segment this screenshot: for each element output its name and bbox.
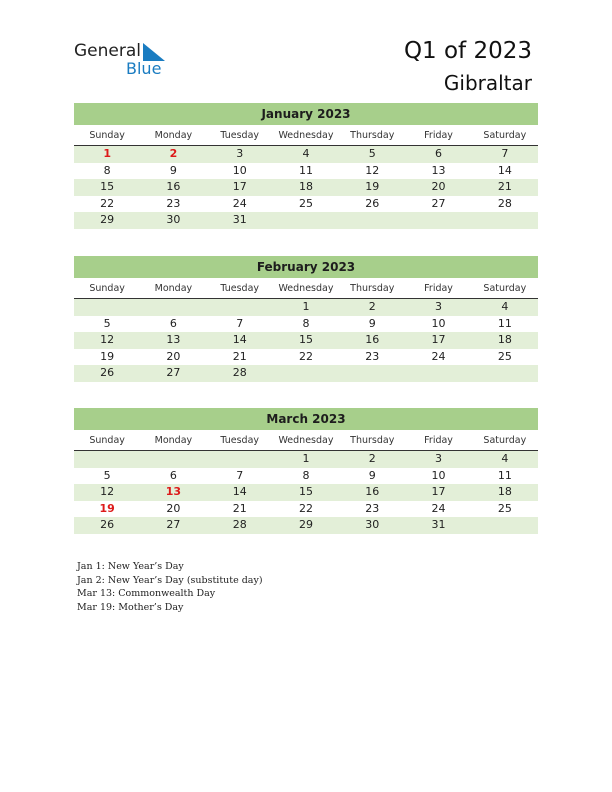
day-cell (207, 451, 273, 468)
week-row (74, 196, 538, 213)
weekday-label: Wednesday (278, 130, 334, 141)
week-row (74, 146, 538, 163)
day-cell: 31 (431, 518, 446, 531)
weekday-label: Sunday (89, 130, 125, 141)
holiday-item: Jan 2: New Year’s Day (substitute day) (77, 574, 263, 586)
month-title: January 2023 (74, 103, 538, 125)
weekday-label: Tuesday (220, 435, 260, 446)
day-cell: 16 (365, 333, 380, 346)
holiday-item: Mar 19: Mother’s Day (77, 601, 184, 613)
day-cell: 6 (435, 147, 443, 160)
logo-text-blue: Blue (126, 59, 162, 78)
week-row (74, 179, 538, 196)
day-cell: 24 (232, 196, 247, 210)
day-cell (140, 451, 206, 468)
day-cell: 27 (166, 366, 181, 379)
day-cell: 4 (501, 300, 509, 313)
day-cell: 19 (365, 180, 380, 193)
day-cell: 12 (100, 333, 115, 346)
day-cell: 21 (232, 501, 247, 515)
day-cell: 9 (368, 468, 376, 482)
day-cell: 22 (100, 196, 115, 210)
day-cell: 28 (232, 366, 247, 379)
day-cell: 1 (302, 452, 310, 465)
day-cell: 13 (431, 163, 446, 177)
weekday-label: Tuesday (220, 283, 260, 294)
day-cell: 12 (365, 163, 380, 177)
day-cell: 14 (232, 333, 247, 346)
day-cell: 27 (166, 518, 181, 531)
holiday-day-cell: 13 (165, 485, 182, 498)
day-cell: 18 (298, 180, 313, 193)
month-title: March 2023 (74, 408, 538, 430)
day-cell: 23 (166, 196, 181, 210)
day-cell: 16 (365, 485, 380, 498)
day-cell: 15 (298, 485, 313, 498)
day-cell (74, 451, 140, 468)
day-cell: 23 (365, 501, 380, 515)
day-cell: 16 (166, 180, 181, 193)
holiday-day-cell: 19 (99, 501, 115, 515)
day-cell (472, 365, 538, 382)
day-cell: 27 (431, 196, 446, 210)
weekday-label: Wednesday (278, 283, 334, 294)
weekday-label: Saturday (483, 283, 527, 294)
day-cell: 26 (100, 366, 115, 379)
day-cell: 21 (497, 180, 512, 193)
day-cell: 11 (298, 163, 313, 177)
day-cell: 28 (497, 196, 512, 210)
week-row (74, 163, 538, 180)
day-cell (405, 212, 471, 229)
day-cell: 17 (232, 180, 247, 193)
page-subtitle: Gibraltar (443, 71, 532, 95)
weekday-label: Thursday (350, 283, 395, 294)
day-cell: 29 (100, 213, 115, 226)
day-cell: 7 (501, 147, 509, 160)
month-calendar (74, 103, 538, 229)
day-cell: 8 (302, 468, 310, 482)
weekday-label: Friday (424, 283, 453, 294)
month-calendar (74, 408, 538, 534)
day-cell: 15 (298, 333, 313, 346)
month-title: February 2023 (74, 256, 538, 278)
weekday-label: Saturday (483, 130, 527, 141)
day-cell: 17 (431, 485, 446, 498)
day-cell: 30 (166, 213, 181, 226)
weekday-label: Monday (154, 130, 193, 141)
day-cell: 25 (298, 196, 313, 210)
week-row (74, 299, 538, 316)
day-cell: 2 (368, 300, 376, 313)
day-cell: 1 (302, 300, 310, 313)
day-cell: 22 (298, 349, 313, 363)
day-cell (74, 299, 140, 316)
day-cell: 6 (169, 316, 177, 330)
page-title: Q1 of 2023 (403, 38, 532, 64)
day-cell (273, 365, 339, 382)
weekday-label: Sunday (89, 283, 125, 294)
day-cell: 8 (103, 163, 111, 177)
day-cell: 15 (100, 180, 115, 193)
weekday-label: Sunday (89, 435, 125, 446)
day-cell: 24 (431, 501, 446, 515)
weekday-label: Friday (424, 435, 453, 446)
day-cell (339, 212, 405, 229)
day-cell (472, 212, 538, 229)
day-cell: 5 (103, 468, 111, 482)
day-cell: 28 (232, 518, 247, 531)
week-row (74, 316, 538, 333)
day-cell: 5 (368, 147, 376, 160)
weekday-label: Thursday (350, 130, 395, 141)
day-cell: 20 (166, 349, 181, 363)
day-cell (405, 365, 471, 382)
day-cell: 4 (302, 147, 310, 160)
weekday-label: Thursday (350, 435, 395, 446)
day-cell: 13 (166, 333, 181, 346)
day-cell: 11 (497, 468, 512, 482)
day-cell: 9 (368, 316, 376, 330)
weekday-label: Monday (154, 435, 193, 446)
day-cell: 17 (431, 333, 446, 346)
day-cell: 30 (365, 518, 380, 531)
day-cell: 18 (497, 485, 512, 498)
day-cell: 3 (236, 147, 244, 160)
logo-text-general: General (74, 41, 141, 61)
week-row (74, 212, 538, 229)
weekday-header-row (74, 432, 538, 451)
day-cell: 20 (166, 501, 181, 515)
holiday-day-cell: 1 (103, 147, 111, 160)
holiday-item: Mar 13: Commonwealth Day (77, 588, 216, 599)
day-cell: 19 (100, 349, 115, 363)
weekday-label: Wednesday (278, 435, 334, 446)
day-cell: 7 (236, 316, 244, 330)
day-cell: 24 (431, 349, 446, 363)
day-cell (207, 299, 273, 316)
week-row (74, 451, 538, 468)
day-cell: 20 (431, 180, 446, 193)
day-cell: 11 (497, 316, 512, 330)
generalblue-logo (74, 41, 184, 77)
day-cell: 3 (435, 452, 443, 465)
week-row (74, 468, 538, 485)
day-cell: 23 (365, 349, 380, 363)
day-cell: 2 (368, 452, 376, 465)
day-cell: 10 (431, 468, 446, 482)
day-cell: 25 (497, 501, 512, 515)
day-cell: 31 (232, 213, 247, 226)
day-cell: 22 (298, 501, 313, 515)
day-cell: 6 (169, 468, 177, 482)
day-cell: 14 (497, 163, 512, 177)
day-cell (273, 212, 339, 229)
week-row (74, 365, 538, 382)
weekday-label: Tuesday (220, 130, 260, 141)
day-cell: 7 (236, 468, 244, 482)
week-row (74, 349, 538, 366)
holiday-day-cell: 2 (169, 147, 178, 160)
day-cell: 3 (435, 300, 443, 313)
week-row (74, 501, 538, 518)
day-cell (339, 365, 405, 382)
day-cell: 18 (497, 333, 512, 346)
day-cell: 29 (298, 518, 313, 531)
holiday-item: Jan 1: New Year’s Day (77, 561, 184, 572)
day-cell (140, 299, 206, 316)
day-cell: 8 (302, 316, 310, 330)
day-cell: 4 (501, 452, 509, 465)
day-cell: 9 (169, 163, 177, 177)
weekday-label: Monday (154, 283, 193, 294)
day-cell (472, 517, 538, 534)
week-row (74, 517, 538, 534)
weekday-label: Friday (424, 130, 453, 141)
week-row (74, 332, 538, 349)
weekday-header-row (74, 280, 538, 299)
weekday-label: Saturday (483, 435, 527, 446)
month-calendar (74, 256, 538, 382)
week-row (74, 484, 538, 501)
day-cell: 14 (232, 485, 247, 498)
day-cell: 21 (232, 349, 247, 363)
day-cell: 10 (232, 163, 247, 177)
day-cell: 26 (100, 518, 115, 531)
day-cell: 10 (431, 316, 446, 330)
day-cell: 5 (103, 316, 111, 330)
day-cell: 25 (497, 349, 512, 363)
weekday-header-row (74, 127, 538, 146)
day-cell: 26 (365, 196, 380, 210)
day-cell: 12 (100, 485, 115, 498)
holiday-list (77, 560, 263, 614)
